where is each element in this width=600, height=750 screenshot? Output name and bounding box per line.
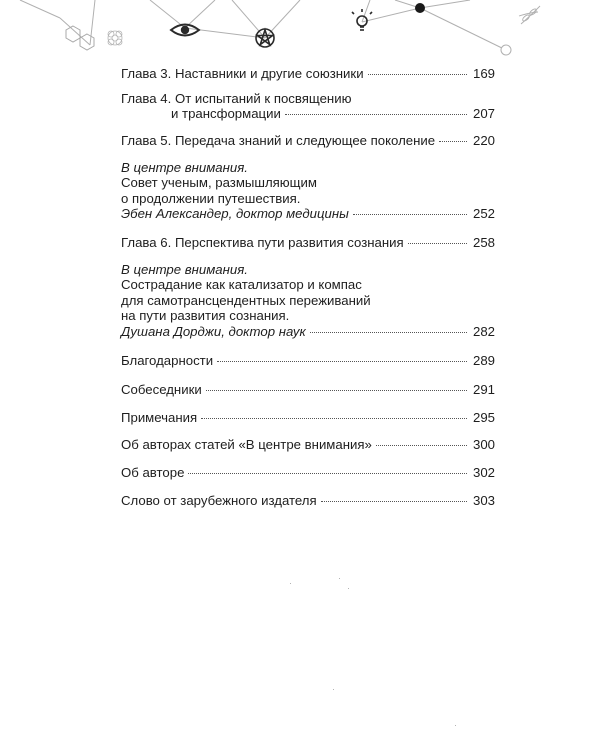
toc-entry-title: Об авторе xyxy=(121,465,185,480)
toc-entry-spotlight-2[interactable] xyxy=(121,262,495,339)
toc-entry-publisher-note[interactable] xyxy=(121,493,495,508)
toc-entry-title: Благодарности xyxy=(121,353,214,368)
toc-entry-chapter-6[interactable] xyxy=(121,235,495,250)
toc-page-number: 289 xyxy=(472,353,495,368)
dot-leader xyxy=(188,472,467,474)
dot-leader xyxy=(321,500,467,502)
header-decoration xyxy=(0,0,600,60)
toc-page-number: 303 xyxy=(472,493,495,508)
network-node xyxy=(415,3,425,13)
toc-entry-title: Об авторах статей «В центре внимания» xyxy=(121,437,372,452)
dna-icon xyxy=(519,6,540,24)
hexagon-molecule-icon xyxy=(66,26,94,50)
toc-entry-title: Сострадание как катализатор и компас xyxy=(121,277,362,293)
toc-page-number: 295 xyxy=(472,410,495,425)
toc-entry-chapter-4[interactable] xyxy=(121,91,495,122)
scan-speck xyxy=(348,588,349,589)
toc-entry-chapter-3[interactable] xyxy=(121,66,495,81)
toc-page-number: 258 xyxy=(472,235,495,250)
toc-entry-spotlight-authors[interactable] xyxy=(121,437,495,452)
toc-entry-acknowledgements[interactable] xyxy=(121,353,495,368)
toc-entry-title: Собеседники xyxy=(121,382,202,397)
scan-speck xyxy=(333,689,334,690)
toc-entry-title-cont: для самотрансцендентных переживаний xyxy=(121,292,371,308)
dot-leader xyxy=(206,389,467,391)
dot-leader xyxy=(310,331,467,333)
toc-entry-chapter-5[interactable] xyxy=(121,133,495,148)
scan-speck xyxy=(339,578,340,579)
toc-page-number: 300 xyxy=(472,437,495,452)
scan-speck xyxy=(455,725,456,726)
toc-page-number: 282 xyxy=(472,323,495,339)
toc-page-number: 302 xyxy=(472,465,495,480)
toc-entry-title-cont: на пути развития сознания. xyxy=(121,308,290,324)
dot-leader xyxy=(368,73,467,75)
toc-entry-about-author[interactable] xyxy=(121,465,495,480)
toc-entry-author: Эбен Александер, доктор медицины xyxy=(121,206,349,222)
toc-page-number: 169 xyxy=(472,66,495,81)
toc-spotlight-kicker: В центре внимания. xyxy=(121,160,248,175)
flower-icon xyxy=(108,31,122,45)
toc-entry-author: Душана Дорджи, доктор наук xyxy=(121,323,306,339)
toc-entry-title: Примечания xyxy=(121,410,198,425)
toc-entry-title: Глава 6. Перспектива пути развития сознания xyxy=(121,235,404,250)
dot-leader xyxy=(408,242,467,244)
toc-page-number: 207 xyxy=(472,106,495,122)
toc-entry-title: Глава 5. Передача знаний и следующее поколение xyxy=(121,133,436,148)
toc-page-number: 252 xyxy=(472,206,495,222)
toc-entry-title: Глава 3. Наставники и другие союзники xyxy=(121,66,364,81)
eye-icon xyxy=(171,25,199,36)
toc-entry-interlocutors[interactable] xyxy=(121,382,495,397)
dot-leader xyxy=(201,417,467,419)
dot-leader xyxy=(376,444,467,446)
dot-leader xyxy=(285,113,467,115)
toc-entry-notes[interactable] xyxy=(121,410,495,425)
toc-entry-title: Слово от зарубежного издателя xyxy=(121,493,317,508)
toc-page-number: 291 xyxy=(472,382,495,397)
toc-entry-title-cont: о продолжении путешествия. xyxy=(121,190,301,206)
dot-leader xyxy=(217,360,467,362)
toc-entry-title-cont: и трансформации xyxy=(171,106,281,122)
scan-speck xyxy=(290,583,291,584)
toc-entry-title: Совет ученым, размышляющим xyxy=(121,175,317,191)
toc-entry-spotlight-1[interactable] xyxy=(121,160,495,222)
lightbulb-icon xyxy=(352,9,372,30)
network-node-small xyxy=(501,45,511,55)
dot-leader xyxy=(353,213,467,215)
dot-leader xyxy=(439,140,467,142)
toc-page-number: 220 xyxy=(472,133,495,148)
toc-spotlight-kicker: В центре внимания. xyxy=(121,262,248,277)
toc-entry-title: Глава 4. От испытаний к посвящению xyxy=(121,91,352,106)
